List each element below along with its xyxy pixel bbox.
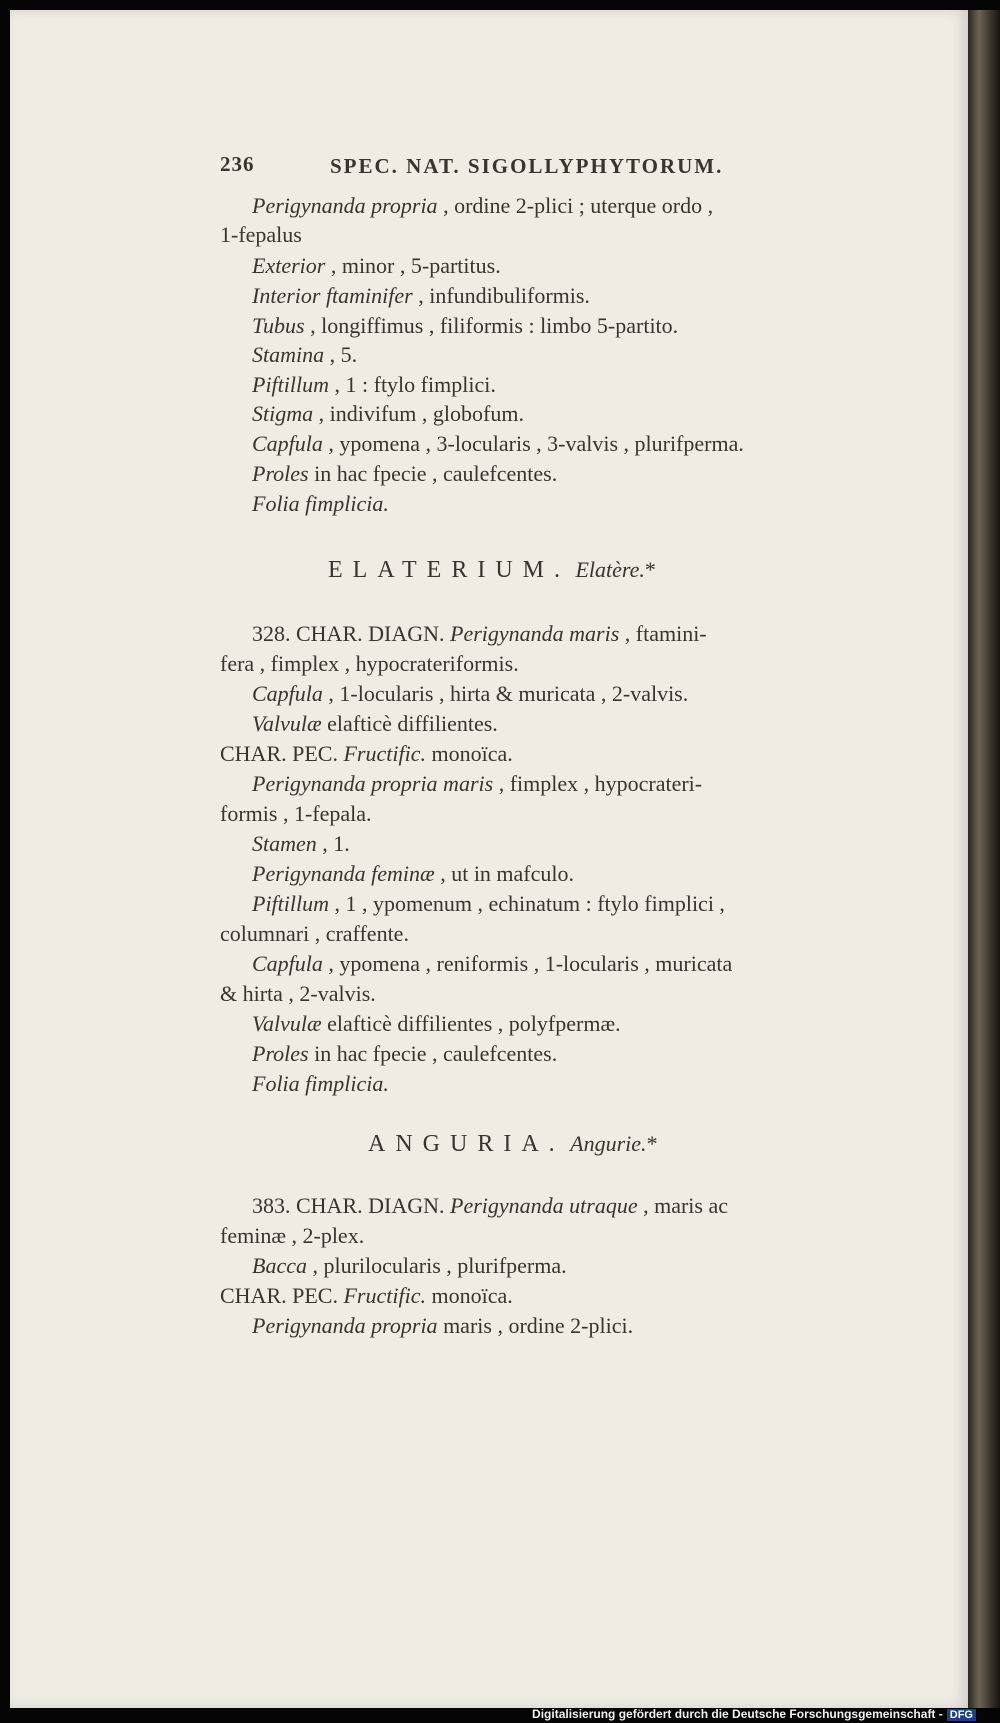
text-line: Perigynanda propria maris , fimplex , hypocrateri- <box>252 771 703 796</box>
text-line: Capfula , ypomena , 3-locularis , 3-valvis , plurifperma. <box>252 431 744 456</box>
text-line: Valvulæ elafticè diffilientes , polyfpermæ. <box>252 1011 621 1036</box>
text-line: Valvulæ elafticè diffilientes. <box>252 711 498 736</box>
text-line: feminæ , 2-plex. <box>220 1223 365 1248</box>
running-title: SPEC. NAT. SIGOLLYPHYTORUM. <box>330 154 724 178</box>
text-line: columnari , craffente. <box>220 921 409 946</box>
text-line: Folia fimplicia. <box>252 491 389 516</box>
book-spine <box>968 10 1000 1708</box>
text-line: Capfula , ypomena , reniformis , 1-locularis , muricata <box>252 951 733 976</box>
text-line: Proles in hac fpecie , caulefcentes. <box>252 1041 558 1066</box>
text-line: 383. CHAR. DIAGN. Perigynanda utraque , maris ac <box>252 1193 728 1218</box>
genus-heading: ELATERIUM. Elatère.* <box>328 557 656 583</box>
text-line: Perigynanda propria , ordine 2-plici ; uterque ordo , <box>252 193 714 218</box>
text-line: Bacca , plurilocularis , plurifperma. <box>252 1253 567 1278</box>
text-line: Interior ftaminifer , infundibuliformis. <box>252 283 590 308</box>
text-line: Perigynanda feminæ , ut in mafculo. <box>252 861 575 886</box>
page-number: 236 <box>220 152 255 176</box>
text-line: CHAR. PEC. Fructific. monoïca. <box>220 741 513 766</box>
text-line: fera , fimplex , hypocrateriformis. <box>220 651 519 676</box>
text-line: Stigma , indivifum , globofum. <box>252 401 524 426</box>
digitization-credit: Digitalisierung gefördert durch die Deutsche Forschungsgemeinschaft - DFG <box>532 1707 976 1721</box>
text-line: Exterior , minor , 5-partitus. <box>252 253 501 278</box>
text-line: 1-fepalus <box>220 222 302 247</box>
text-line: Tubus , longiffimus , filiformis : limbo 5-partito. <box>252 313 679 338</box>
text-line: formis , 1-fepala. <box>220 801 372 826</box>
text-line: Stamina , 5. <box>252 342 358 367</box>
genus-heading: ANGURIA. Angurie.* <box>368 1131 658 1157</box>
text-line: Perigynanda propria maris , ordine 2-plici. <box>252 1313 634 1338</box>
text-line: Piftillum , 1 : ftylo fimplici. <box>252 372 496 397</box>
text-line: Proles in hac fpecie , caulefcentes. <box>252 461 558 486</box>
text-line: CHAR. PEC. Fructific. monoïca. <box>220 1283 513 1308</box>
text-line: 328. CHAR. DIAGN. Perigynanda maris , ftamini- <box>252 621 707 646</box>
text-line: & hirta , 2-valvis. <box>220 981 376 1006</box>
dfg-logo: DFG <box>947 1709 976 1721</box>
text-line: Piftillum , 1 , ypomenum , echinatum : ftylo fimplici , <box>252 891 725 916</box>
text-line: Stamen , 1. <box>252 831 350 856</box>
text-line: Folia fimplicia. <box>252 1071 389 1096</box>
text-line: Capfula , 1-locularis , hirta & muricata , 2-valvis. <box>252 681 689 706</box>
